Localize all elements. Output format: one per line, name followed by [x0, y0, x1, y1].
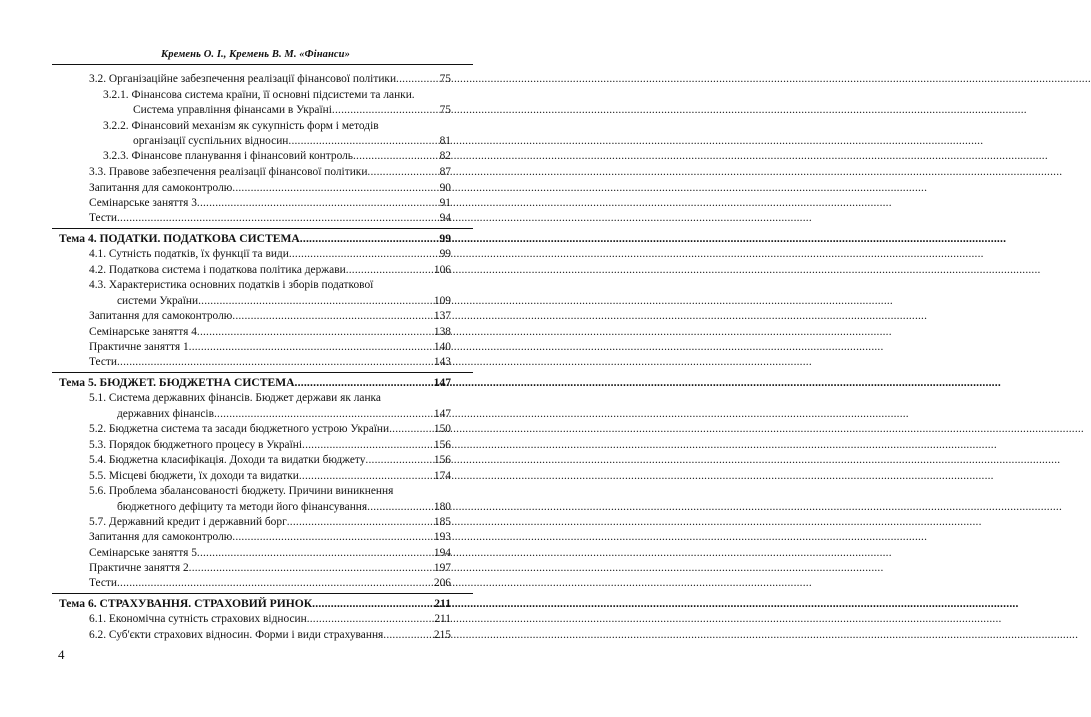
running-head: Кремень О. І., Кремень В. М. «Фінанси» [161, 49, 350, 60]
page-number: 4 [58, 647, 65, 662]
header-rule [52, 64, 473, 65]
section-separator [52, 593, 473, 594]
toc-entry: 5.1. Система державних фінансів. Бюджет держави як ланка [89, 392, 381, 404]
toc-entry: 5.4. Бюджетна класифікація. Доходи та видатки бюджету ..... 156 [89, 452, 451, 468]
toc-entry: 5.3. Порядок бюджетного процесу в Україні ..... 156 [89, 437, 451, 453]
toc-entry: 4.2. Податкова система і податкова політика держави ..... 106 [89, 262, 451, 278]
toc-entry: Тести ..... 143 [89, 354, 451, 370]
toc-entry: Семінарське заняття 3 ..... 91 [89, 195, 451, 211]
toc-entry: організації суспільних відносин ..... 81 [133, 133, 451, 149]
toc-entry: 3.2.1. Фінансова система країни, її основні підсистеми та ланки. [103, 89, 415, 101]
toc-entry: 3.2.2. Фінансовий механізм як сукупність форм і методів [103, 120, 379, 132]
toc-entry: Практичне заняття 1 ..... 140 [89, 339, 451, 355]
toc-entry: Запитання для самоконтролю ..... 193 [89, 529, 451, 545]
toc-entry: 6.2. Суб'єкти страхових відносин. Форми і види страхування ..... 215 [89, 627, 451, 643]
toc-entry: 3.2. Організаційне забезпечення реалізації фінансової політики ..... 75 [89, 71, 451, 87]
toc-entry: 5.6. Проблема збалансованості бюджету. Причини виникнення [89, 485, 394, 497]
toc-entry: системи України ..... 109 [117, 293, 451, 309]
toc-entry: 3.2.3. Фінансове планування і фінансовий контроль ..... 82 [103, 148, 451, 164]
toc-entry: Запитання для самоконтролю ..... 90 [89, 180, 451, 196]
toc-topic-heading: Тема 4. ПОДАТКИ. ПОДАТКОВА СИСТЕМА ..... 99 [59, 231, 451, 247]
toc-entry: Тести ..... 94 [89, 210, 451, 226]
toc-entry: 3.3. Правове забезпечення реалізації фінансової політики ..... 87 [89, 164, 451, 180]
toc-entry: 4.1. Сутність податків, їх функції та види ..... 99 [89, 246, 451, 262]
toc-entry: Семінарське заняття 5 ..... 194 [89, 545, 451, 561]
toc-entry: державних фінансів ..... 147 [117, 406, 451, 422]
toc-entry: 4.3. Характеристика основних податків і зборів податкової [89, 279, 374, 291]
toc-entry: 5.2. Бюджетна система та засади бюджетного устрою України ..... 150 [89, 421, 451, 437]
toc-topic-heading: Тема 6. СТРАХУВАННЯ. СТРАХОВИЙ РИНОК ..... 211 [59, 596, 451, 612]
toc-entry: Практичне заняття 2 ..... 197 [89, 560, 451, 576]
toc-entry: 5.7. Державний кредит і державний борг ..... 185 [89, 514, 451, 530]
toc-topic-heading: Тема 5. БЮДЖЕТ. БЮДЖЕТНА СИСТЕМА ..... 147 [59, 375, 451, 391]
toc-entry: Тести ..... 206 [89, 575, 451, 591]
toc-entry: Система управління фінансами в Україні ..... 75 [133, 102, 451, 118]
toc-entry: 5.5. Місцеві бюджети, їх доходи та видатки ..... 174 [89, 468, 451, 484]
section-separator [52, 228, 473, 229]
toc-entry: Семінарське заняття 4 ..... 138 [89, 324, 451, 340]
book-page [0, 0, 511, 717]
toc-entry: Запитання для самоконтролю ..... 137 [89, 308, 451, 324]
section-separator [52, 372, 473, 373]
toc-entry: бюджетного дефіциту та методи його фінансування ..... 180 [117, 499, 451, 515]
toc-entry: 6.1. Економічна сутність страхових відносин ..... 211 [89, 611, 451, 627]
